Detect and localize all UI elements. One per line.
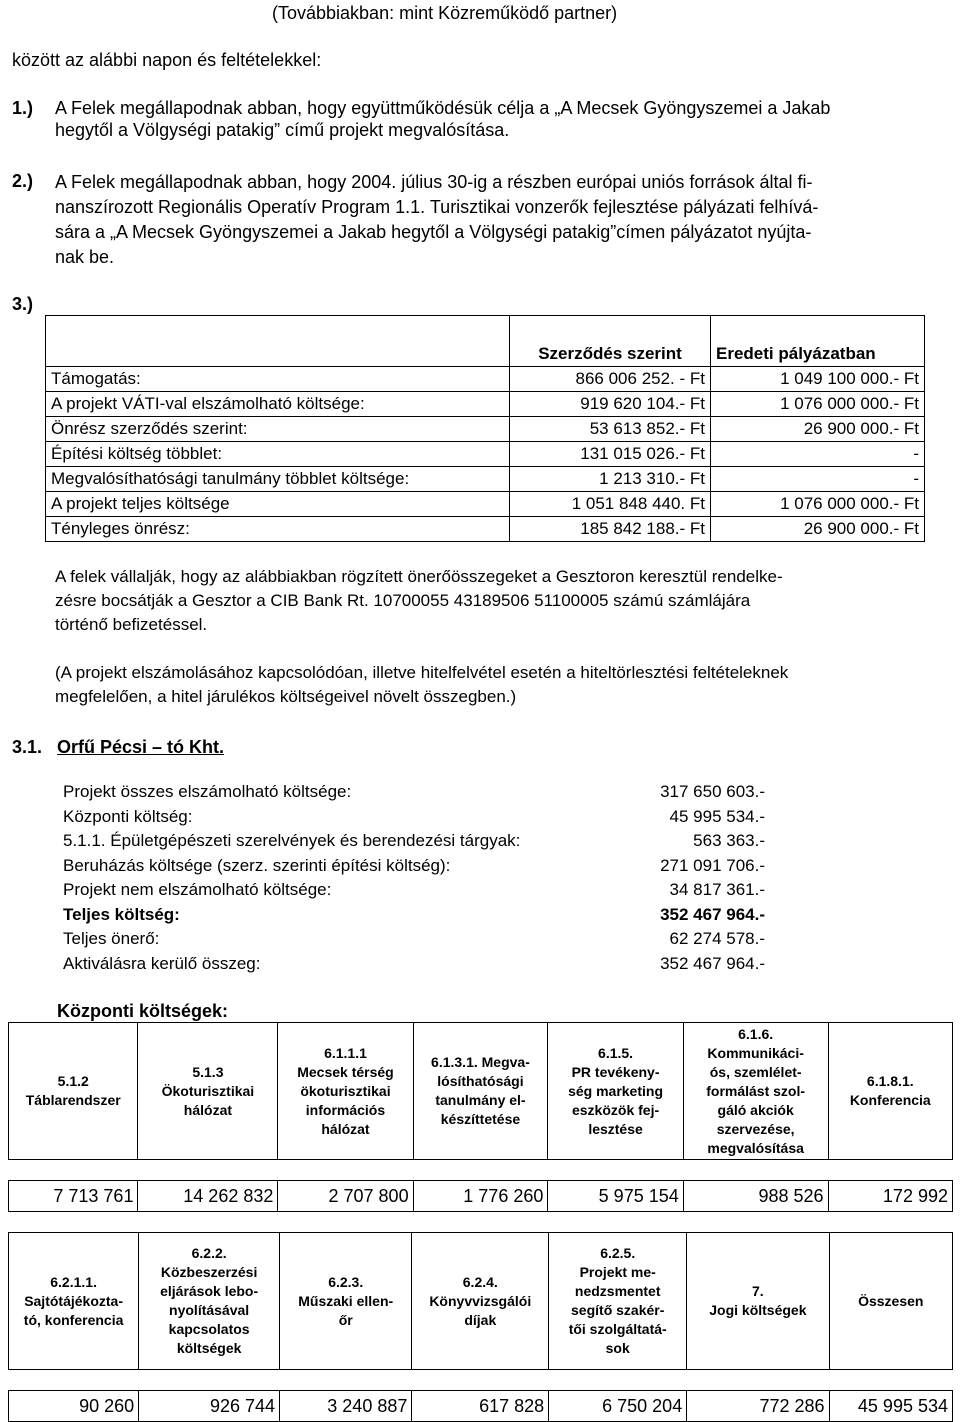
cost-header-line: gáló akciók	[717, 1101, 794, 1118]
cost-header-line: tői szolgáltatá-	[568, 1321, 667, 1337]
budget-row-original: 26 900 000.- Ft	[711, 417, 925, 442]
budget-table-header	[46, 316, 925, 367]
point-2-line: A Felek megállapodnak abban, hogy 2004. július 30-ig a részben európai uniós források által fi-	[55, 172, 813, 192]
cost-gap-cell	[548, 1160, 683, 1181]
cost-header-line: segítő szakér-	[571, 1302, 665, 1318]
cost-header-line: tanulmány el-	[435, 1092, 526, 1108]
cost-header-line: 6.1.8.1.	[866, 1073, 914, 1089]
cost-header-line: szervezése,	[716, 1120, 795, 1137]
budget-row-original: 1 049 100 000.- Ft	[711, 367, 925, 392]
cost-header-line: nedzsmentet	[574, 1283, 661, 1299]
point-2-line: nanszírozott Regionális Operatív Program 1.1. Turisztikai vonzerők fejlesztése pályázati felhívá-	[55, 197, 819, 217]
paragraph-line: történő befizetéssel.	[55, 615, 208, 634]
cost-header-cell	[280, 1233, 412, 1370]
cost-header-line: Projekt me-	[579, 1264, 656, 1280]
cost-gap-cell	[278, 1160, 413, 1181]
cost-gap-cell	[687, 1370, 829, 1391]
budget-row-original: 1 076 000 000.- Ft	[711, 492, 925, 517]
cost-header-line: Kommunikáci-	[707, 1044, 804, 1061]
cost-gap-cell	[9, 1160, 138, 1181]
budget-row-label: Önrész szerződés szerint:	[46, 417, 510, 442]
cost-gap-cell	[549, 1370, 687, 1391]
cost-gap-cell	[828, 1160, 952, 1181]
cost-value: 352 467 964.-	[660, 904, 765, 924]
cost-value-row	[9, 1391, 953, 1422]
cost-header-line: Konferencia	[849, 1092, 931, 1108]
point-1-line: A Felek megállapodnak abban, hogy együttműködésük célja a „A Mecsek Gyöngyszemei a Jakab	[55, 98, 831, 118]
point-1-text	[55, 97, 955, 141]
cost-header-line: információs	[305, 1101, 386, 1118]
cost-header-cell	[9, 1233, 139, 1370]
cost-header-cell	[828, 1023, 952, 1160]
cost-gap-cell	[9, 1370, 139, 1391]
budget-row-label: A projekt teljes költsége	[46, 492, 510, 517]
paragraph-line: megfelelően, a hitel járulékos költségeivel növelt összegben.)	[55, 687, 517, 706]
paragraph-line: A felek vállalják, hogy az alábbiakban rögzített önerőösszegeket a Gesztoron keresztül rendelke-	[55, 567, 783, 586]
cost-label: Aktiválásra kerülő összeg:	[63, 953, 261, 973]
central-costs-title: Központi költségek:	[57, 1001, 229, 1021]
central-cost-table-1	[8, 1022, 953, 1212]
cost-gap-cell	[413, 1160, 548, 1181]
cost-header-line: sok	[605, 1340, 630, 1356]
table-row	[46, 492, 925, 517]
table-row	[46, 517, 925, 542]
cost-header-line: Műszaki ellen-	[298, 1292, 394, 1309]
cost-label: Projekt nem elszámolható költsége:	[63, 880, 332, 899]
cost-header-line: Ökoturisztikai	[161, 1082, 255, 1099]
cost-value-cell: 7 713 761	[9, 1181, 138, 1212]
section-title: Orfű Pécsi – tó Kht.	[57, 737, 225, 757]
point-1-number: 1.)	[12, 98, 34, 118]
cost-value: 271 091 706.-	[660, 855, 765, 875]
central-cost-table-2	[8, 1232, 953, 1422]
cost-header-cell	[413, 1023, 548, 1160]
budget-row-contract: 131 015 026.- Ft	[510, 442, 711, 467]
cost-value-row	[9, 1181, 953, 1212]
cost-header-line: hálózat	[183, 1101, 233, 1118]
point-3-number: 3.)	[12, 294, 34, 314]
cost-value-cell: 14 262 832	[138, 1181, 278, 1212]
cost-label: 5.1.1. Épületgépészeti szerelvények és berendezési tárgyak:	[63, 831, 521, 850]
cost-header-cell	[829, 1233, 952, 1370]
budget-header-empty	[46, 316, 510, 367]
cost-header-cell	[138, 1023, 278, 1160]
cost-header-line: PR tevékeny-	[571, 1063, 660, 1080]
cost-header-line: 7.	[752, 1283, 764, 1299]
cost-gap-cell	[683, 1160, 828, 1181]
cost-header-line: 5.1.3	[192, 1063, 224, 1080]
table-row	[46, 392, 925, 417]
cost-header-line: Jogi költségek	[709, 1302, 807, 1318]
cost-header-line: Mecsek térség	[297, 1063, 394, 1080]
cost-gap-cell	[139, 1370, 280, 1391]
loan-note-paragraph	[55, 661, 955, 709]
cost-header-line: készíttetése	[440, 1111, 521, 1127]
cost-header-line: költségek	[176, 1340, 242, 1356]
cost-header-line: 6.1.5.	[598, 1044, 634, 1061]
cost-value-cell: 3 240 887	[280, 1391, 412, 1422]
cost-value-cell: 1 776 260	[413, 1181, 548, 1212]
cost-header-line: Közbeszerzési	[160, 1264, 258, 1280]
cost-value-cell: 617 828	[412, 1391, 549, 1422]
cost-value: 317 650 603.-	[660, 782, 765, 801]
cost-header-line: nyolításával	[169, 1302, 250, 1318]
budget-row-label: Építési költség többlet:	[46, 442, 510, 467]
cost-header-line: 6.1.1.1	[324, 1044, 367, 1061]
cost-header-line: formálást szol-	[706, 1082, 806, 1099]
cost-header-row	[9, 1233, 953, 1370]
budget-row-original: -	[711, 442, 925, 467]
budget-row-label: Támogatás:	[46, 367, 510, 392]
budget-table	[45, 315, 925, 542]
budget-row-label: Megvalósíthatósági tanulmány többlet költsége:	[46, 467, 510, 492]
cost-header-line: 6.1.6.	[738, 1025, 774, 1042]
budget-row-label: Tényleges önrész:	[46, 517, 510, 542]
cost-header-line: kapcsolatos	[168, 1321, 250, 1337]
cost-value-cell: 988 526	[683, 1181, 828, 1212]
table-row	[46, 367, 925, 392]
cost-value: 34 817 361.-	[669, 880, 765, 899]
gesztor-payment-paragraph	[55, 565, 955, 637]
cost-value: 352 467 964.-	[660, 953, 765, 973]
table-row	[46, 417, 925, 442]
cost-label: Központi költség:	[63, 806, 193, 826]
cost-header-cell	[683, 1023, 828, 1160]
point-1-line: hegytől a Völgységi patakig” című projekt megvalósítása.	[55, 120, 510, 140]
cost-gap-cell	[138, 1160, 278, 1181]
cost-header-line: 6.2.4.	[462, 1273, 498, 1290]
cost-value-cell: 90 260	[9, 1391, 139, 1422]
cost-header-line: ség marketing	[568, 1082, 664, 1099]
point-2-line: sára a „A Mecsek Gyöngyszemei a Jakab hegytől a Völgységi patakig”címen pályázatot nyújta-	[55, 222, 812, 242]
budget-row-original: 1 076 000 000.- Ft	[711, 392, 925, 417]
cost-header-cell	[9, 1023, 138, 1160]
cost-header-row	[9, 1023, 953, 1160]
cost-value-cell: 45 995 534	[829, 1391, 952, 1422]
cost-header-line: 5.1.2	[57, 1073, 89, 1089]
cost-value-cell: 772 286	[687, 1391, 829, 1422]
cost-header-cell	[549, 1233, 687, 1370]
budget-header-original: Eredeti pályázatban	[711, 316, 925, 367]
cost-header-cell	[412, 1233, 549, 1370]
cost-header-line: díjak	[464, 1311, 497, 1328]
cost-label: Projekt összes elszámolható költsége:	[63, 782, 352, 801]
cost-header-line: ökoturisztikai	[300, 1082, 391, 1099]
paragraph-line: (A projekt elszámolásához kapcsolódóan, illetve hitelfelvétel esetén a hiteltörlesztési feltételeknek	[55, 663, 789, 682]
cost-value-cell: 6 750 204	[549, 1391, 687, 1422]
cost-value: 45 995 534.-	[669, 806, 765, 826]
cost-header-line: Táblarendszer	[25, 1092, 121, 1108]
cost-header-line: megvalósítása	[707, 1139, 804, 1156]
point-2-number: 2.)	[12, 171, 34, 191]
cost-header-line: eljárások lebo-	[160, 1283, 259, 1299]
budget-header-contract: Szerződés szerint	[510, 316, 711, 367]
point-2-text	[55, 170, 955, 270]
cost-header-line: 6.2.3.	[328, 1273, 364, 1290]
budget-row-contract: 53 613 852.- Ft	[510, 417, 711, 442]
budget-row-contract: 919 620 104.- Ft	[510, 392, 711, 417]
cost-header-line: lósíthatósági	[437, 1073, 524, 1089]
budget-row-contract: 866 006 252. - Ft	[510, 367, 711, 392]
cost-header-cell	[139, 1233, 280, 1370]
cost-label: Teljes költség:	[63, 904, 180, 924]
cost-header-cell	[687, 1233, 829, 1370]
cost-value-cell: 172 992	[828, 1181, 952, 1212]
cost-value-cell: 926 744	[139, 1391, 280, 1422]
cost-gap-row	[9, 1370, 953, 1391]
budget-row-contract: 185 842 188.- Ft	[510, 517, 711, 542]
partner-note: (Továbbiakban: mint Közreműködő partner)	[272, 3, 618, 23]
cost-header-line: 6.1.3.1. Megva-	[431, 1054, 530, 1070]
budget-row-original: -	[711, 467, 925, 492]
cost-gap-cell	[412, 1370, 549, 1391]
cost-header-line: ós, szemlélet-	[709, 1063, 802, 1080]
cost-value: 62 274 578.-	[669, 929, 765, 948]
cost-value: 563 363.-	[693, 831, 765, 850]
cost-header-cell	[548, 1023, 683, 1160]
cost-gap-cell	[280, 1370, 412, 1391]
cost-header-cell	[278, 1023, 413, 1160]
intro-line: között az alábbi napon és feltételekkel:	[12, 50, 322, 70]
cost-value-cell: 2 707 800	[278, 1181, 413, 1212]
cost-gap-row	[9, 1160, 953, 1181]
budget-row-label: A projekt VÁTI-val elszámolható költsége:	[46, 392, 510, 417]
cost-header-line: Sajtótájékozta-	[24, 1292, 123, 1309]
cost-header-line: Összesen	[858, 1292, 924, 1309]
cost-header-line: őr	[338, 1311, 353, 1328]
cost-header-line: 6.2.5.	[600, 1245, 636, 1261]
budget-row-contract: 1 051 848 440. Ft	[510, 492, 711, 517]
budget-row-contract: 1 213 310.- Ft	[510, 467, 711, 492]
table-row	[46, 442, 925, 467]
budget-row-original: 26 900 000.- Ft	[711, 517, 925, 542]
point-2-line: nak be.	[55, 247, 115, 267]
paragraph-line: zésre bocsátják a Gesztor a CIB Bank Rt. 10700055 43189506 51100005 számú számlájára	[55, 591, 751, 610]
cost-value-cell: 5 975 154	[548, 1181, 683, 1212]
cost-gap-cell	[829, 1370, 952, 1391]
cost-header-line: Könyvvizsgálói	[429, 1292, 532, 1309]
cost-header-line: 6.2.2.	[191, 1245, 227, 1261]
section-number: 3.1.	[12, 737, 43, 757]
cost-header-line: hálózat	[321, 1120, 370, 1137]
cost-header-line: eszközök fej-	[571, 1101, 660, 1118]
table-row	[46, 467, 925, 492]
cost-header-line: tó, konferencia	[23, 1311, 124, 1328]
cost-header-line: lesztése	[588, 1120, 643, 1137]
cost-label: Teljes önerő:	[63, 929, 160, 948]
cost-label: Beruházás költsége (szerz. szerinti építési költség):	[63, 855, 451, 875]
cost-header-line: 6.2.1.1.	[50, 1273, 97, 1290]
